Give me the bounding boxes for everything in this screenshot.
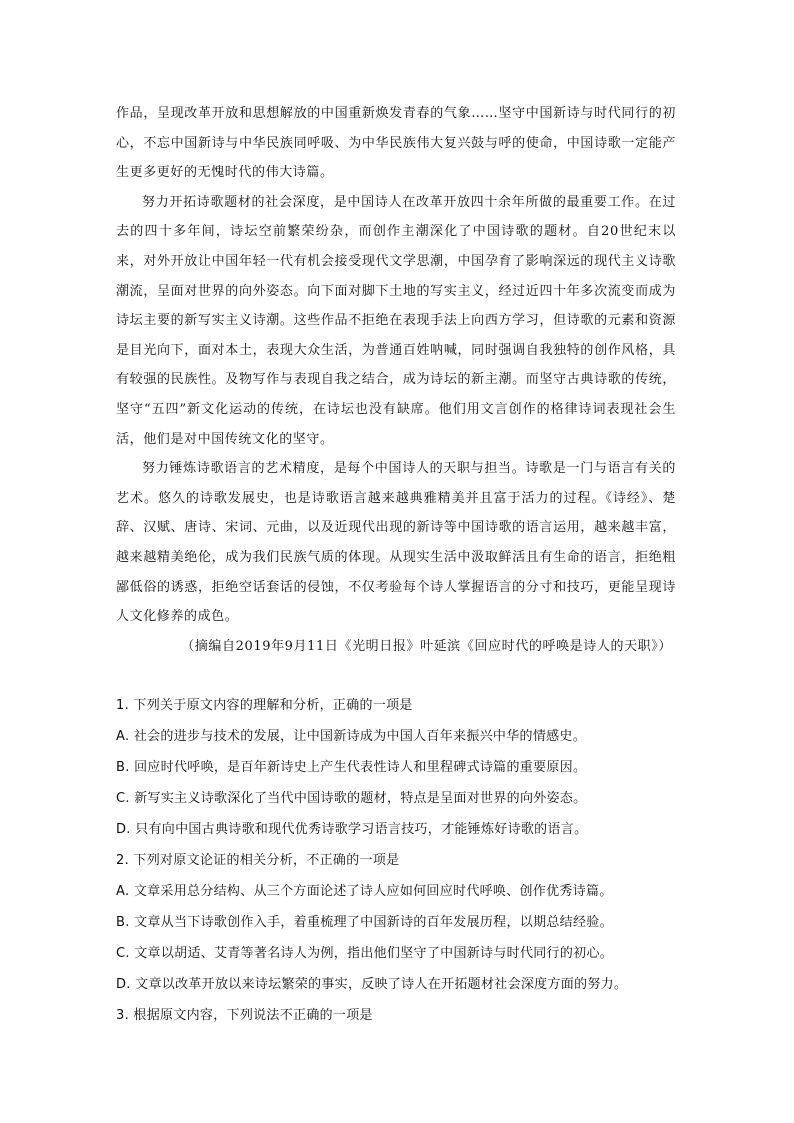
question-2 [116,845,676,1000]
option-d: D. 文章以改革开放以来诗坛繁荣的事实，反映了诗人在开拓题材社会深度方面的努力。 [116,977,628,992]
question-stem: 2. 下列对原文论证的相关分析，不正确的一项是 [116,853,400,868]
option-c: C. 文章以胡适、艾青等著名诗人为例，指出他们坚守了中国新诗与时代同行的初心。 [116,946,614,961]
passage-paragraph: 作品，呈现改革开放和思想解放的中国重新焕发青春的气象……坚守中国新诗与时代同行的初心，不忘中国新诗与中华民族同呼吸、为中华民族伟大复兴鼓与呼的使命，中国诗歌一定能产生更多更好的无愧时代的伟大诗篇。 [116,106,676,181]
question-stem: 1. 下列关于原文内容的理解和分析，正确的一项是 [116,698,413,713]
option-c: C. 新写实主义诗歌深化了当代中国诗歌的题材，特点是呈面对世界的向外姿态。 [116,791,587,806]
passage-source: （摘编自2019年9月11日《光明日报》叶延滨《回应时代的呼唤是诗人的天职》） [181,638,672,654]
option-a: A. 社会的进步与技术的发展，让中国新诗成为中国人百年来振兴中华的情感史。 [116,729,587,744]
passage-paragraph: 努力开拓诗歌题材的社会深度，是中国诗人在改革开放四十余年所做的最重要工作。在过去的四十多年间，诗坛空前繁荣纷杂，而创作主潮深化了中国诗歌的题材。自20世纪末以来，对外开放让中国年轻一代有机会接受现代文学思潮，中国孕育了影响深远的现代主义诗歌潮流，呈面对世界的向外姿态。向下面对脚下土地的写实主义，经过近四十年多次流变而成为诗坛主要的新写实主义诗潮。这些作品不拒绝在表现手法上向西方学习，但诗歌的元素和资源是目光向下，面对本土，表现大众生活，为普通百姓呐喊，同时强调自我独特的创作风格，具有较强的民族性。及物写作与表现自我之结合，成为诗坛的新主潮。而坚守古典诗歌的传统，坚守“五四”新文化运动的传统，在诗坛也没有缺席。他们用文言创作的格律诗词表现社会生活，他们是对中国传统文化的坚守。 [116,194,676,447]
option-b: B. 文章从当下诗歌创作入手，着重梳理了中国新诗的百年发展历程，以期总结经验。 [116,915,613,930]
question-list [116,690,676,1031]
question-1 [116,690,676,845]
option-b: B. 回应时代呼唤，是百年新诗史上产生代表性诗人和里程碑式诗篇的重要原因。 [116,760,587,775]
question-stem: 3. 根据原文内容，下列说法不正确的一项是 [116,1008,373,1023]
option-d: D. 只有向中国古典诗歌和现代优秀诗歌学习语言技巧，才能锤炼好诗歌的语言。 [116,822,588,837]
passage-paragraph: 努力锤炼诗歌语言的艺术精度，是每个中国诗人的天职与担当。诗歌是一门与语言有关的艺术。悠久的诗歌发展史，也是诗歌语言越来越典雅精美并且富于活力的过程。《诗经》、楚辞、汉赋、唐诗、宋词、元曲，以及近现代出现的新诗等中国诗歌的语言运用，越来越丰富，越来越精美绝伦，成为我们民族气质的体现。从现实生活中汲取鲜活且有生命的语言，拒绝粗鄙低俗的诱惑，拒绝空话套话的侵蚀，不仅考验每个诗人掌握语言的分寸和技巧，更能呈现诗人文化修养的成色。 [116,461,676,625]
reading-passage [116,99,676,661]
option-a: A. 文章采用总分结构、从三个方面论述了诗人应如何回应时代呼唤、创作优秀诗篇。 [116,884,613,899]
question-3 [116,1000,676,1031]
